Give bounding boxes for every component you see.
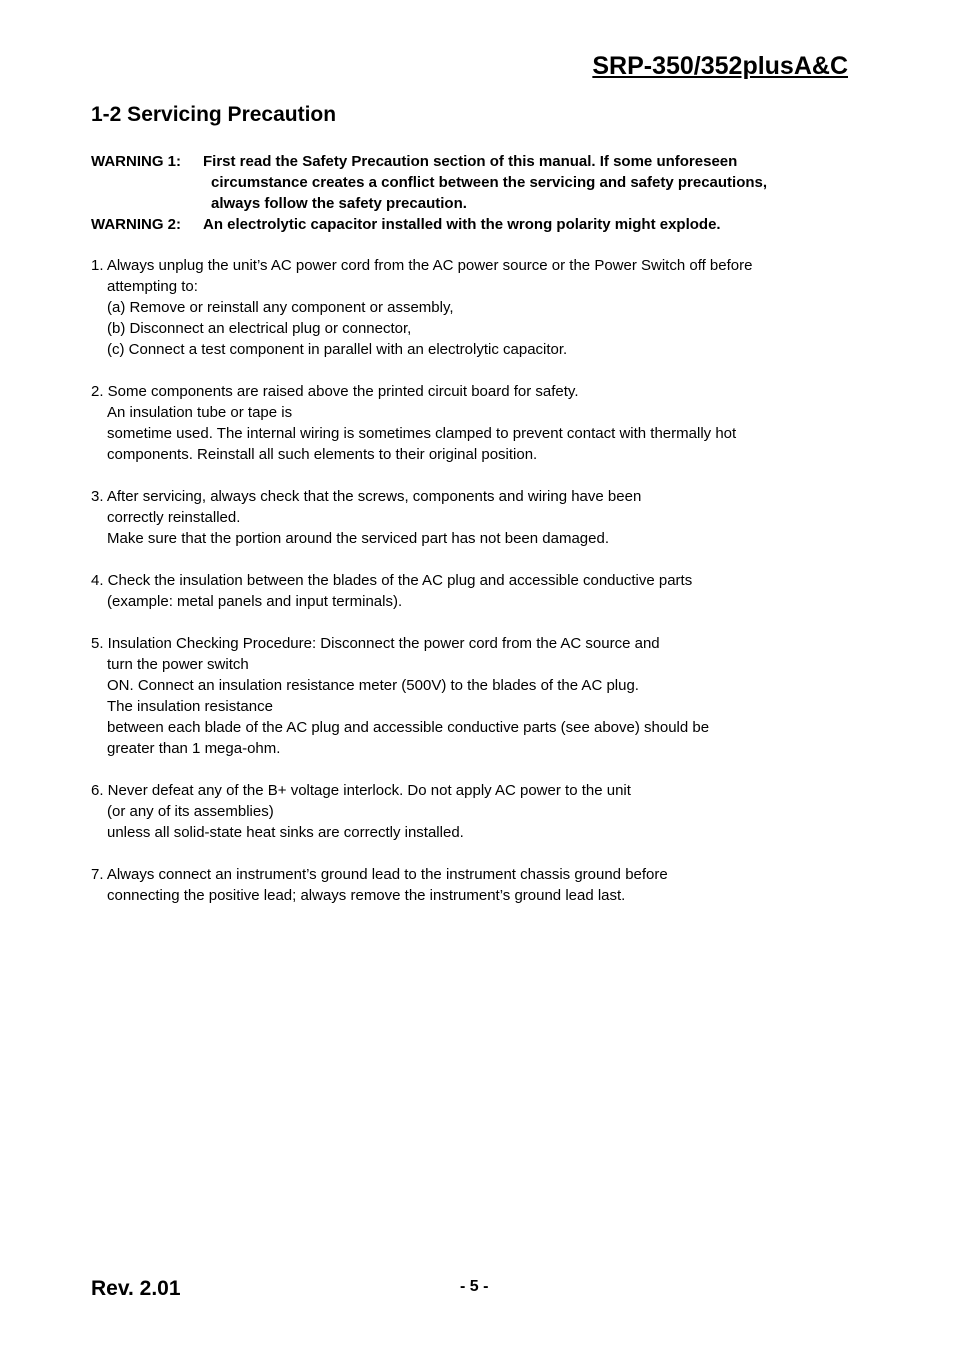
item-line: (example: metal panels and input terminals).	[107, 593, 403, 610]
warning-2-text: An electrolytic capacitor installed with the wrong polarity might explode.	[203, 216, 721, 233]
item-line: (b) Disconnect an electrical plug or connector,	[107, 320, 412, 337]
warning-1-text: First read the Safety Precaution section of this manual. If some unforeseen	[203, 153, 738, 170]
item-line: 7. Always connect an instrument’s ground lead to the instrument chassis ground before	[91, 866, 668, 883]
warning-1-label: WARNING 1:	[91, 153, 181, 170]
warnings-block	[91, 151, 851, 235]
list-item	[91, 381, 871, 465]
warning-2-label: WARNING 2:	[91, 216, 181, 233]
item-line: greater than 1 mega-ohm.	[107, 740, 281, 757]
page-number: - 5 -	[460, 1278, 489, 1295]
warning-2	[91, 214, 851, 235]
list-item	[91, 570, 871, 612]
item-line: unless all solid-state heat sinks are correctly installed.	[107, 824, 464, 841]
list-item	[91, 864, 871, 906]
item-line: 1. Always unplug the unit’s AC power cord from the AC power source or the Power Switch off before	[91, 257, 753, 274]
warning-1-text: always follow the safety precaution.	[211, 195, 467, 212]
item-line: turn the power switch	[107, 656, 249, 673]
section-heading: 1-2 Servicing Precaution	[91, 103, 337, 126]
warning-1-text: circumstance creates a conflict between the servicing and safety precautions,	[211, 174, 768, 191]
item-line: ON. Connect an insulation resistance meter (500V) to the blades of the AC plug.	[107, 677, 639, 694]
item-line: 3. After servicing, always check that the screws, components and wiring have been	[91, 488, 642, 505]
item-line: The insulation resistance	[107, 698, 273, 715]
item-line: sometime used. The internal wiring is sometimes clamped to prevent contact with thermally hot	[107, 425, 737, 442]
item-line: attempting to:	[107, 278, 198, 295]
item-line: 6. Never defeat any of the B+ voltage interlock. Do not apply AC power to the unit	[91, 782, 631, 799]
list-item	[91, 633, 871, 759]
item-line: 2. Some components are raised above the printed circuit board for safety.	[91, 383, 579, 400]
item-line: (a) Remove or reinstall any component or assembly,	[107, 299, 454, 316]
item-line: An insulation tube or tape is	[107, 404, 293, 421]
list-item	[91, 780, 871, 843]
revision-label: Rev. 2.01	[91, 1277, 181, 1300]
list-item	[91, 255, 871, 360]
item-line: (or any of its assemblies)	[107, 803, 274, 820]
item-line: Make sure that the portion around the serviced part has not been damaged.	[107, 530, 609, 547]
warning-1	[91, 151, 851, 214]
item-line: 5. Insulation Checking Procedure: Disconnect the power cord from the AC source and	[91, 635, 660, 652]
item-line: (c) Connect a test component in parallel with an electrolytic capacitor.	[107, 341, 568, 358]
item-line: between each blade of the AC plug and accessible conductive parts (see above) should be	[107, 719, 710, 736]
precaution-list	[91, 255, 871, 927]
list-item	[91, 486, 871, 549]
item-line: components. Reinstall all such elements to their original position.	[107, 446, 538, 463]
item-line: 4. Check the insulation between the blades of the AC plug and accessible conductive parts	[91, 572, 693, 589]
item-line: correctly reinstalled.	[107, 509, 241, 526]
item-line: connecting the positive lead; always remove the instrument’s ground lead last.	[107, 887, 626, 904]
document-title: SRP-350/352plusA&C	[592, 52, 848, 80]
